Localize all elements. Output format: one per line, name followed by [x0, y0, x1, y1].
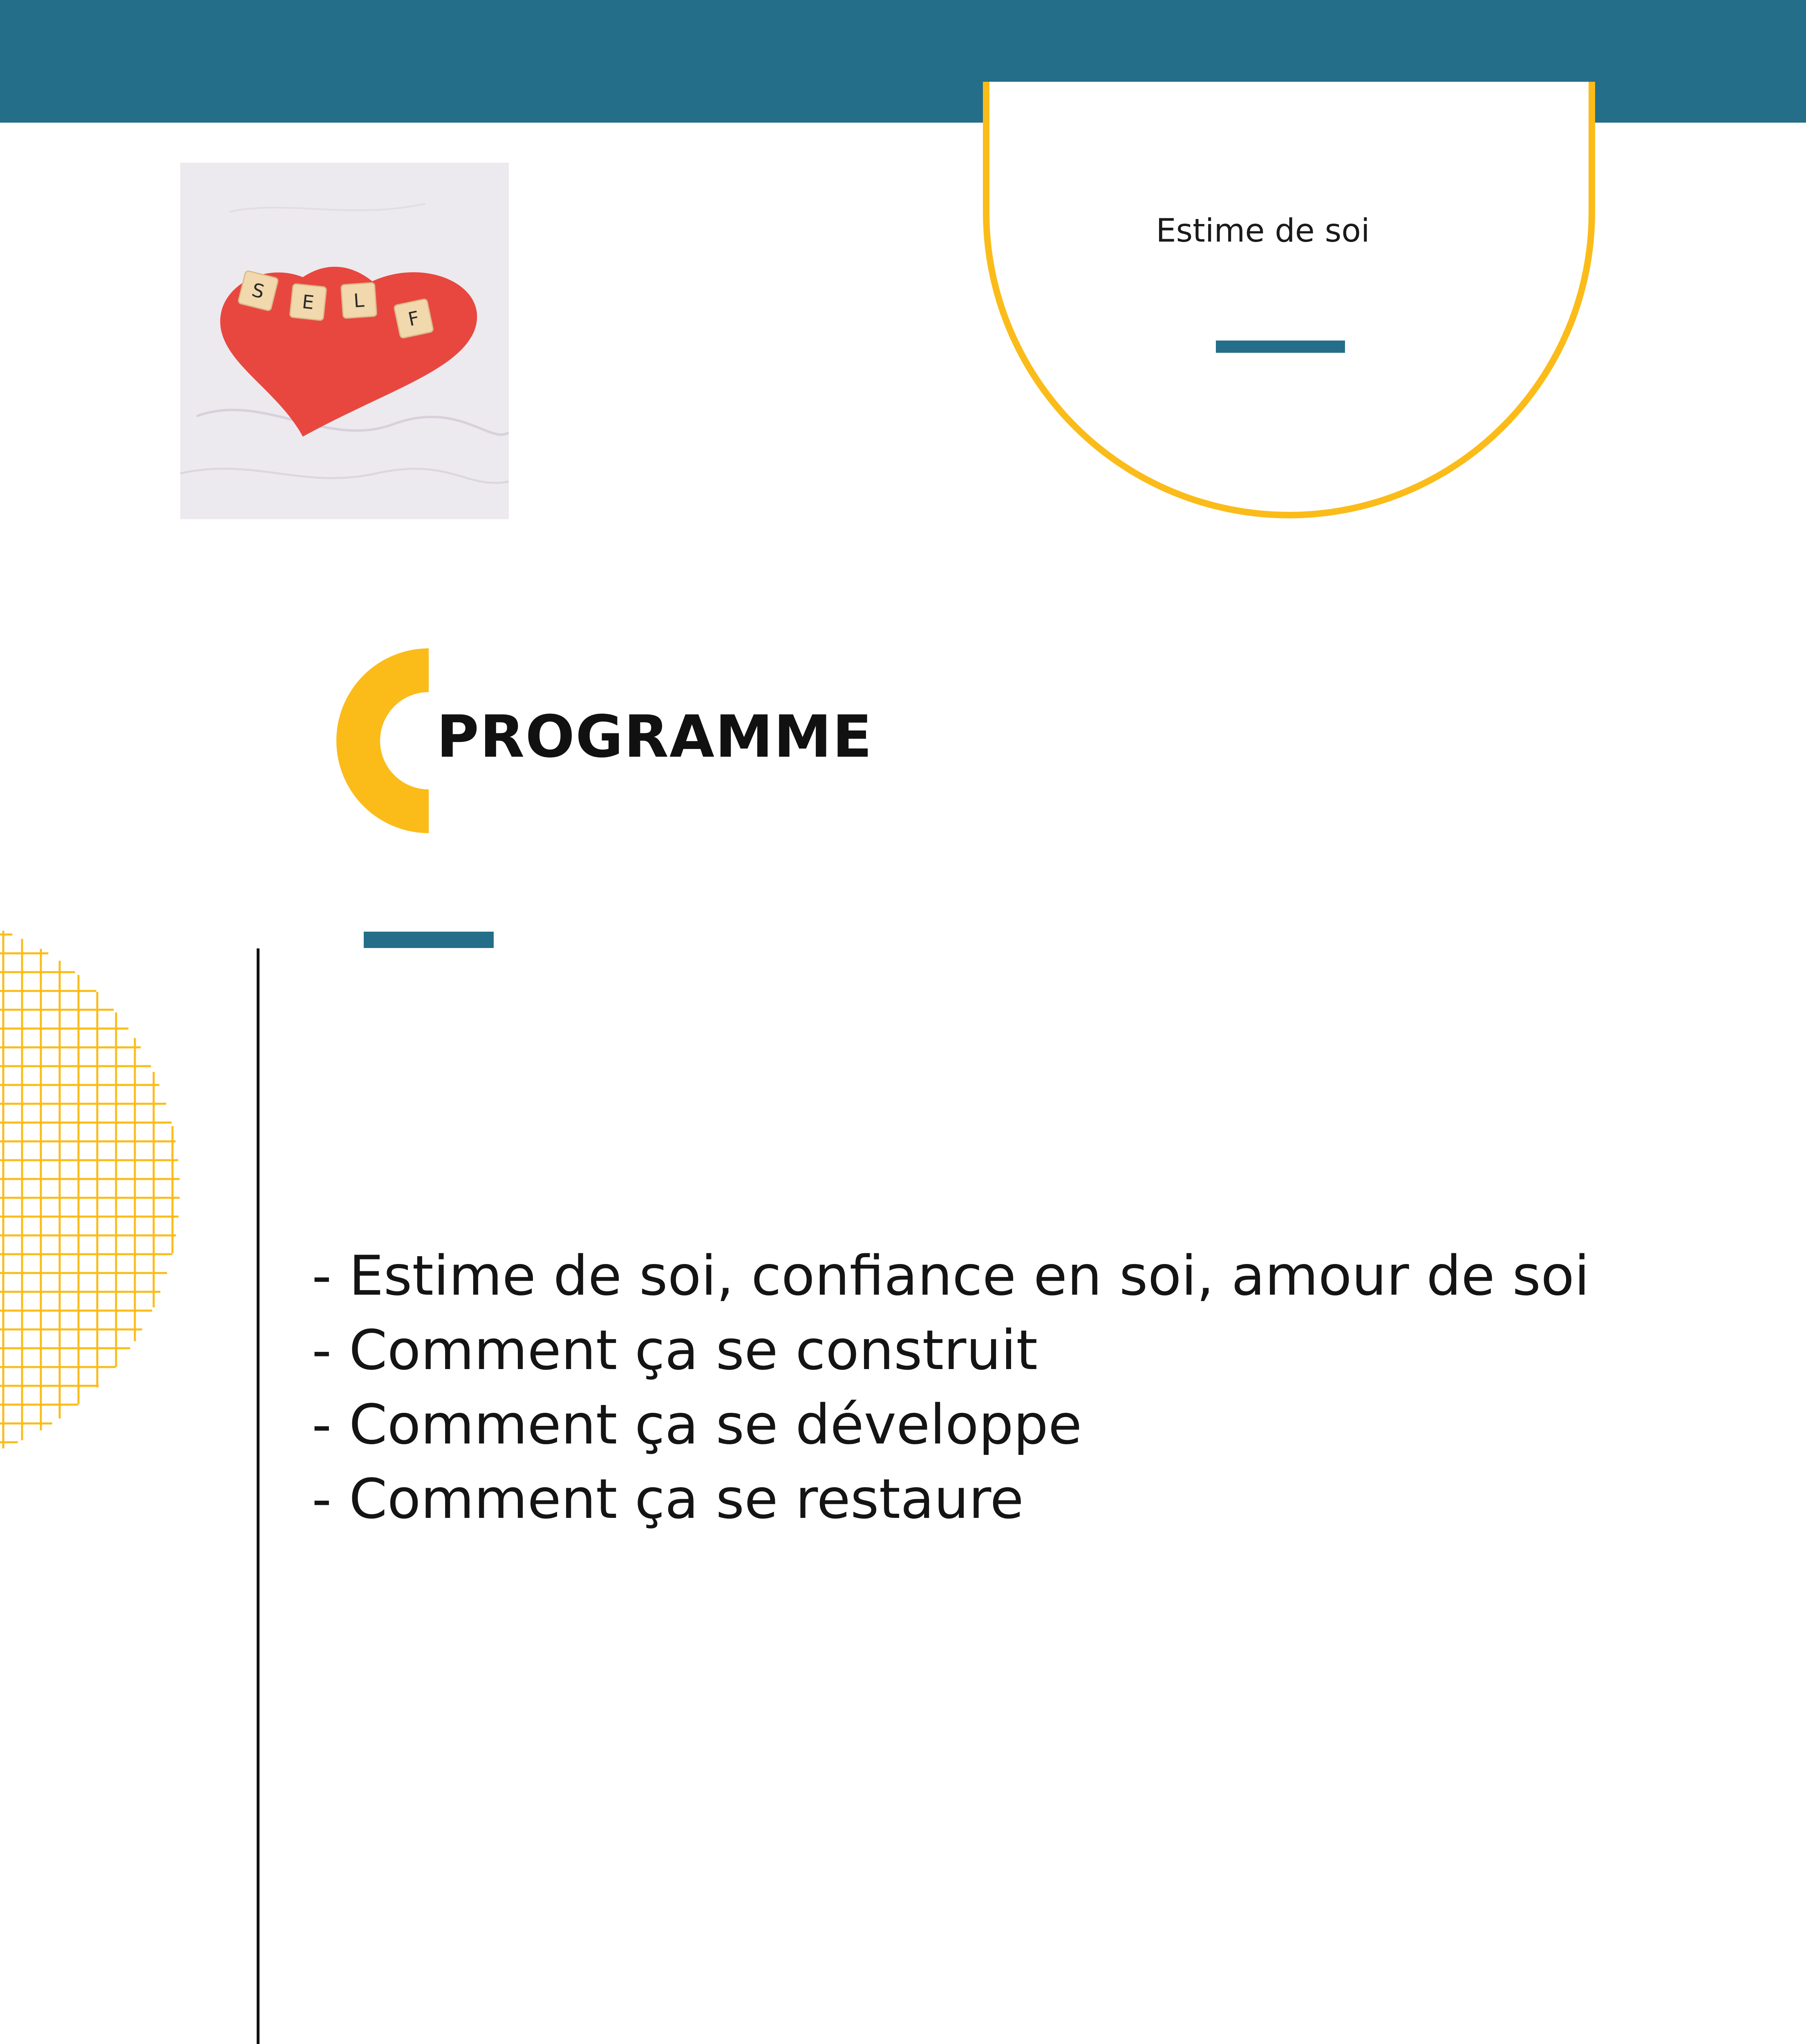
tile-letter-s: S	[250, 278, 267, 303]
program-item: - Comment ça se développe	[312, 1393, 1082, 1457]
tile-letter-f: F	[406, 307, 421, 331]
yellow-arch-frame	[983, 82, 1595, 518]
program-item: - Comment ça se restaure	[312, 1467, 1024, 1531]
heading-underline-bar	[364, 932, 494, 948]
tile-letter-l: L	[353, 289, 365, 312]
grid-circle-decoration	[0, 908, 184, 1472]
vertical-divider	[257, 948, 260, 2044]
program-item: - Comment ça se construit	[312, 1318, 1038, 1382]
section-heading: PROGRAMME	[436, 703, 873, 771]
program-list	[312, 1239, 1589, 1536]
tile-letter-e: E	[301, 290, 316, 314]
self-heart-photo	[180, 163, 509, 519]
subject-title: Estime de soi	[1156, 213, 1370, 249]
subject-underline-bar	[1216, 341, 1345, 353]
half-circle-icon	[336, 648, 431, 833]
program-item: - Estime de soi, confiance en soi, amour de soi	[312, 1244, 1590, 1308]
